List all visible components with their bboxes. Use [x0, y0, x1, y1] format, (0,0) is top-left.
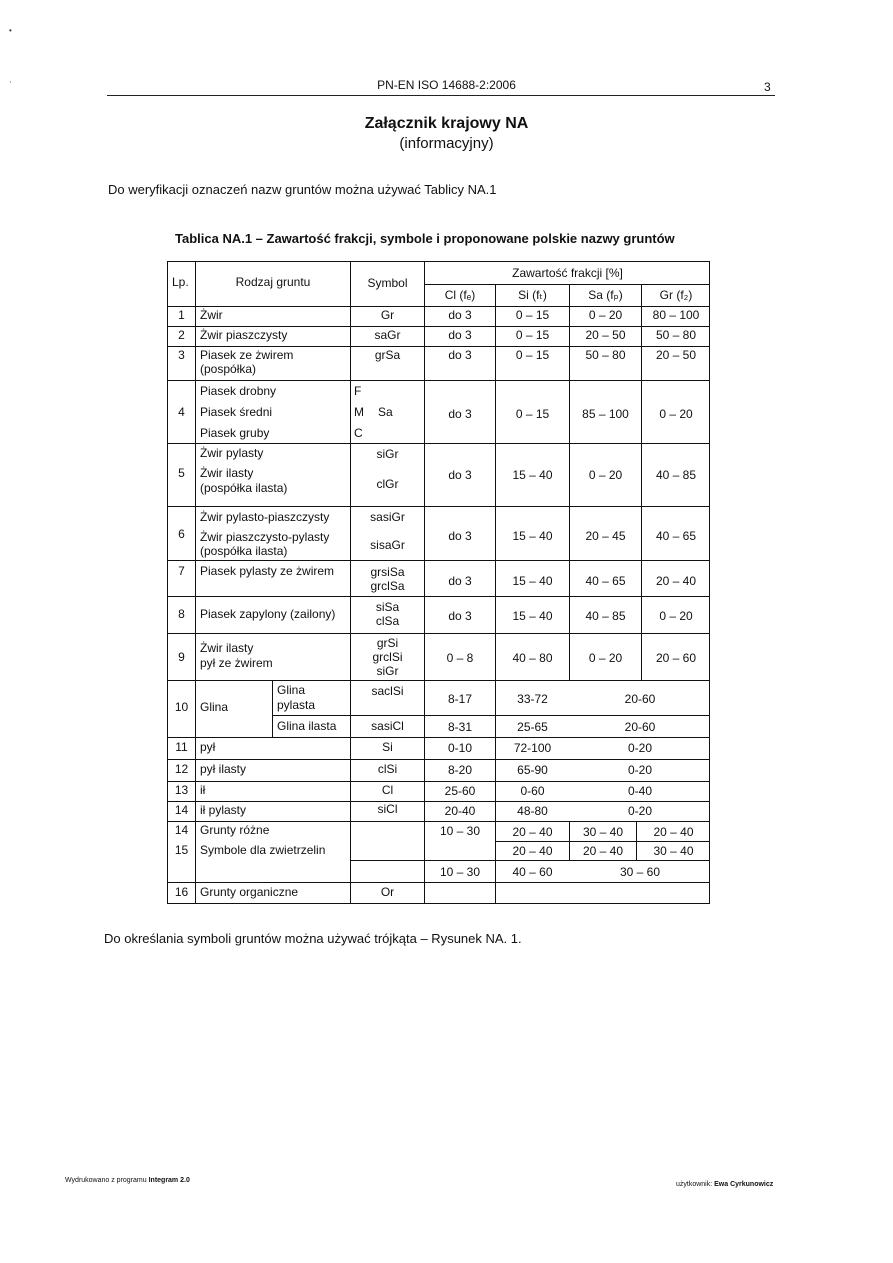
annex-title: Załącznik krajowy NA: [364, 115, 529, 132]
col-header-lp: Lp.: [172, 275, 189, 289]
rule: [272, 680, 273, 737]
footer-right-prefix: użytkownik:: [676, 1181, 713, 1188]
cell-name: pył ze żwirem: [200, 656, 273, 670]
cell-sa: 20 – 40: [582, 844, 624, 858]
cell-symbol: siGr: [376, 664, 399, 678]
cell-subname: pylasta: [277, 698, 316, 712]
intro-text: Do weryfikacji oznaczeń nazw gruntów można używać Tablicy NA.1: [108, 182, 497, 197]
cell-sa: 0 – 20: [588, 308, 623, 322]
col-header-gr: Gr (f₂): [659, 288, 693, 302]
cell-symbol: saclSi: [371, 684, 404, 698]
cell-cl: do 3: [448, 574, 472, 588]
cell-gr: 40 – 65: [655, 529, 697, 543]
cell-name: (pospółka ilasta): [200, 544, 288, 558]
cell-si: 0 – 15: [515, 348, 550, 362]
cell-gr: 50 – 80: [655, 328, 697, 342]
rule: [168, 346, 710, 347]
cell-name: Symbole dla zwietrzelin: [200, 843, 326, 857]
scan-mark: •: [9, 26, 12, 35]
rule: [168, 882, 710, 883]
cell-lp: 15: [174, 843, 189, 857]
cell-sagr: 20-60: [624, 720, 656, 734]
cell-lp: 4: [178, 405, 185, 419]
cell-sagr: 0-20: [627, 741, 653, 755]
cell-gr: 30 – 40: [653, 844, 694, 858]
cell-symbol: Sa: [378, 405, 393, 419]
cell-name: ił pylasty: [200, 803, 247, 817]
cell-cl: do 3: [448, 468, 472, 482]
col-header-si: Si (fₜ): [518, 288, 547, 302]
cell-lp: 11: [175, 740, 188, 754]
rule: [272, 715, 710, 716]
cell-symbol: clSa: [375, 614, 400, 628]
rule: [195, 262, 196, 904]
cell-symbol: siCl: [377, 802, 398, 816]
cell-name: pył ilasty: [200, 762, 247, 776]
cell-si: 0 – 15: [515, 407, 550, 421]
cell-symbol: Gr: [380, 308, 395, 322]
cell-sagr: 0-40: [627, 784, 653, 798]
cell-subname: Glina: [277, 683, 306, 697]
footer-user: Ewa Cyrkunowicz: [714, 1181, 774, 1188]
cell-si: 0 – 15: [515, 308, 550, 322]
cell-gr: 0 – 20: [659, 407, 693, 421]
cell-si: 15 – 40: [512, 529, 553, 543]
cell-symbol: siGr: [376, 447, 399, 461]
cell-lp: 5: [178, 466, 185, 480]
annex-subtitle: (informacyjny): [399, 135, 494, 152]
cell-cl: do 3: [448, 529, 472, 543]
cell-si: 15 – 40: [512, 574, 553, 588]
col-header-name: Rodzaj gruntu: [235, 275, 311, 289]
col-header-sa: Sa (fₚ): [588, 288, 623, 302]
soil-table: [167, 261, 710, 904]
cell-name: Piasek drobny: [200, 384, 277, 398]
cell-name: Żwir pylasto-piaszczysty: [200, 510, 330, 524]
cell-symbol: siSa: [375, 600, 400, 614]
rule: [168, 560, 710, 561]
cell-symbol: sisaGr: [370, 538, 405, 552]
cell-si: 65-90: [517, 763, 548, 777]
header-standard: PN-EN ISO 14688-2:2006: [377, 78, 516, 92]
cell-si: 20 – 40: [512, 844, 553, 858]
rule: [168, 680, 710, 681]
cell-lp: 1: [178, 308, 185, 322]
cell-name: Żwir pylasty: [200, 446, 264, 460]
cell-lp: 3: [178, 348, 185, 362]
cell-symbol: Cl: [381, 783, 394, 797]
cell-lp: 13: [174, 783, 189, 797]
rule: [168, 306, 710, 307]
cell-symbol: sasiGr: [370, 510, 405, 524]
cell-name: Piasek zapylony (zailony): [200, 607, 336, 621]
cell-symbol: Si: [382, 740, 393, 754]
cell-lp: 14: [174, 803, 189, 817]
scan-mark: ͺ: [9, 74, 12, 83]
cell-name: Piasek pylasty ze żwirem: [200, 564, 335, 578]
cell-cl: 25-60: [444, 784, 476, 798]
cell-gr: 20 – 60: [655, 651, 697, 665]
cell-cl: do 3: [448, 609, 472, 623]
cell-name: Żwir piaszczysto-pylasty: [200, 530, 330, 544]
page-number: 3: [764, 80, 771, 94]
cell-symbol: grsiSa: [370, 565, 405, 579]
cell-sagr: 0-20: [627, 763, 653, 777]
cell-gr: 40 – 85: [655, 468, 697, 482]
cell-symbol-prefix: F: [354, 384, 362, 398]
cell-lp: 14: [174, 823, 189, 837]
cell-cl: 20-40: [444, 804, 476, 818]
cell-sa: 85 – 100: [582, 407, 629, 421]
rule: [168, 326, 710, 327]
cell-name: Żwir piaszczysty: [200, 328, 288, 342]
cell-sagr: 20-60: [624, 692, 656, 706]
rule: [168, 633, 710, 634]
cell-symbol-prefix: C: [354, 426, 363, 440]
cell-si: 33-72: [517, 692, 548, 706]
cell-name: pył: [200, 740, 216, 754]
cell-gr: 20 – 40: [653, 825, 694, 839]
rule: [168, 801, 710, 802]
cell-si: 25-65: [517, 720, 548, 734]
cell-cl: 10 – 30: [439, 824, 481, 838]
cell-cl: 8-20: [447, 763, 473, 777]
cell-sagr: 0-20: [627, 804, 653, 818]
cell-sa: 50 – 80: [585, 348, 626, 362]
cell-sa: 0 – 20: [588, 468, 623, 482]
cell-symbol: sasiCl: [371, 719, 404, 733]
cell-si: 40 – 80: [512, 651, 553, 665]
cell-si: 72-100: [513, 741, 552, 755]
cell-name: ił: [200, 783, 206, 797]
closing-text: Do określania symboli gruntów można używać trójkąta – Rysunek NA. 1.: [104, 931, 522, 946]
cell-symbol-prefix: M: [354, 405, 364, 419]
cell-gr: 20 – 40: [655, 574, 697, 588]
cell-lp: 12: [174, 762, 189, 776]
cell-symbol: clGr: [376, 477, 399, 491]
footer-left: [65, 1177, 190, 1184]
cell-sa: 30 – 40: [582, 825, 624, 839]
cell-sa: 40 – 85: [585, 609, 626, 623]
cell-sa: 20 – 45: [585, 529, 626, 543]
cell-lp: 10: [174, 700, 189, 714]
col-header-cl: Cl (fₑ): [444, 288, 476, 302]
cell-sa: 20 – 50: [585, 328, 626, 342]
col-header-content: Zawartość frakcji [%]: [512, 266, 623, 280]
cell-name: Grunty różne: [200, 823, 270, 837]
cell-cl: do 3: [448, 308, 472, 322]
cell-si: 0-60: [520, 784, 545, 798]
cell-cl: 8-17: [447, 692, 473, 706]
cell-name: Piasek gruby: [200, 426, 270, 440]
cell-cl: 8-31: [447, 720, 473, 734]
cell-si: 15 – 40: [512, 609, 553, 623]
cell-sagr: 30 – 60: [619, 865, 661, 879]
cell-cl: do 3: [448, 407, 472, 421]
cell-cl: 10 – 30: [439, 865, 481, 879]
cell-symbol: saGr: [374, 328, 401, 342]
cell-si: 20 – 40: [512, 825, 553, 839]
cell-si: 48-80: [517, 804, 548, 818]
cell-gr: 80 – 100: [652, 308, 700, 322]
cell-name: Grunty organiczne: [200, 885, 299, 899]
cell-cl: 0-10: [447, 741, 473, 755]
footer-left-prefix: Wydrukowano z programu: [65, 1177, 147, 1184]
cell-sa: 40 – 65: [585, 574, 626, 588]
cell-name: Piasek ze żwirem: [200, 348, 294, 362]
cell-si: 0 – 15: [515, 328, 550, 342]
rule: [168, 596, 710, 597]
cell-cl: 0 – 8: [446, 651, 474, 665]
rule: [168, 759, 710, 760]
cell-name: Glina: [200, 700, 229, 714]
cell-name: Żwir ilasty: [200, 466, 254, 480]
cell-gr: 20 – 50: [655, 348, 697, 362]
cell-lp: 7: [178, 564, 185, 578]
rule: [495, 841, 710, 842]
rule: [168, 506, 710, 507]
cell-subname: Glina ilasta: [277, 719, 337, 733]
cell-symbol: grSa: [374, 348, 401, 362]
cell-lp: 6: [178, 527, 185, 541]
footer-right: [676, 1181, 773, 1188]
cell-name: Żwir ilasty: [200, 641, 254, 655]
rule: [168, 380, 710, 381]
cell-lp: 8: [178, 607, 185, 621]
cell-si: 15 – 40: [512, 468, 553, 482]
cell-symbol: grclSi: [372, 650, 403, 664]
cell-symbol: Or: [380, 885, 395, 899]
cell-si: 40 – 60: [512, 865, 553, 879]
rule: [424, 284, 710, 285]
cell-gr: 0 – 20: [659, 609, 693, 623]
col-header-symbol: Symbol: [367, 276, 408, 290]
footer-program: Integram 2.0: [148, 1177, 190, 1184]
rule: [168, 737, 710, 738]
rule: [168, 443, 710, 444]
cell-sa: 0 – 20: [588, 651, 623, 665]
cell-symbol: grSi: [376, 636, 399, 650]
cell-symbol: clSi: [377, 762, 398, 776]
rule: [168, 821, 710, 822]
header-rule: [107, 95, 775, 96]
table-caption: Tablica NA.1 – Zawartość frakcji, symbole i proponowane polskie nazwy gruntów: [175, 231, 675, 246]
cell-lp: 16: [174, 885, 189, 899]
cell-cl: do 3: [448, 328, 472, 342]
cell-lp: 2: [178, 328, 185, 342]
cell-symbol: grclSa: [370, 579, 405, 593]
cell-lp: 9: [178, 650, 185, 664]
cell-cl: do 3: [448, 348, 472, 362]
cell-name: (pospółka ilasta): [200, 481, 288, 495]
rule: [168, 781, 710, 782]
cell-name: Piasek średni: [200, 405, 273, 419]
cell-name: (pospółka): [200, 362, 257, 376]
rule: [350, 860, 710, 861]
cell-name: Żwir: [200, 308, 223, 322]
